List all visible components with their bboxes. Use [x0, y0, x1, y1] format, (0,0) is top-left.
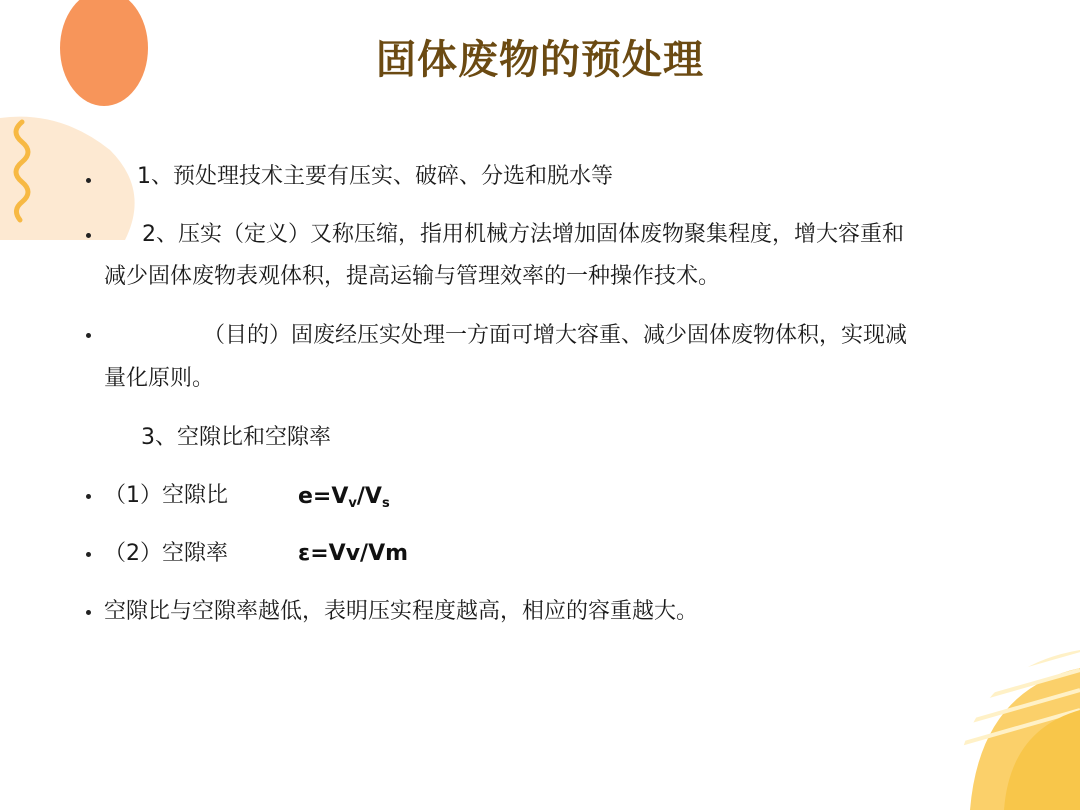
formula-porosity: ε=Vv/Vm [298, 541, 409, 566]
bullet-dot [86, 233, 91, 238]
formula-e-v2: V [364, 484, 382, 509]
formula-e-sub1: v [348, 496, 357, 511]
formula-e-eq: = [312, 484, 332, 509]
item-3-line-1: （目的）固废经压实处理一方面可增大容重、减少固体废物体积，实现减 [203, 323, 908, 348]
item-1: 1、预处理技术主要有压实、破碎、分选和脱水等 [137, 164, 613, 189]
formula-e-slash: / [356, 484, 365, 509]
item-6-label: （2）空隙率 [104, 541, 228, 566]
bullet-dot [86, 610, 91, 615]
item-2-line-2: 减少固体废物表观体积，提高运输与管理效率的一种操作技术。 [104, 264, 721, 289]
item-2-line-1: 2、压实（定义）又称压缩，指用机械方法增加固体废物聚集程度，增大容重和 [142, 222, 904, 247]
bullet-dot [86, 178, 91, 183]
item-7: 空隙比与空隙率越低，表明压实程度越高，相应的容重越大。 [104, 599, 699, 624]
formula-e-v1: V [331, 484, 349, 509]
formula-e-lhs: e [298, 484, 313, 509]
slide-title: 固体废物的预处理 [376, 37, 704, 83]
bullet-dot [86, 494, 91, 499]
item-5-label: （1）空隙比 [104, 483, 228, 508]
formula-e-sub2: s [381, 496, 390, 511]
decor-bottom-right [940, 650, 1080, 810]
bullet-dot [86, 552, 91, 557]
bullet-dot [86, 333, 91, 338]
formula-void-ratio [298, 482, 390, 519]
item-4-heading: 3、空隙比和空隙率 [141, 425, 331, 450]
item-3-line-2: 量化原则。 [104, 366, 215, 391]
